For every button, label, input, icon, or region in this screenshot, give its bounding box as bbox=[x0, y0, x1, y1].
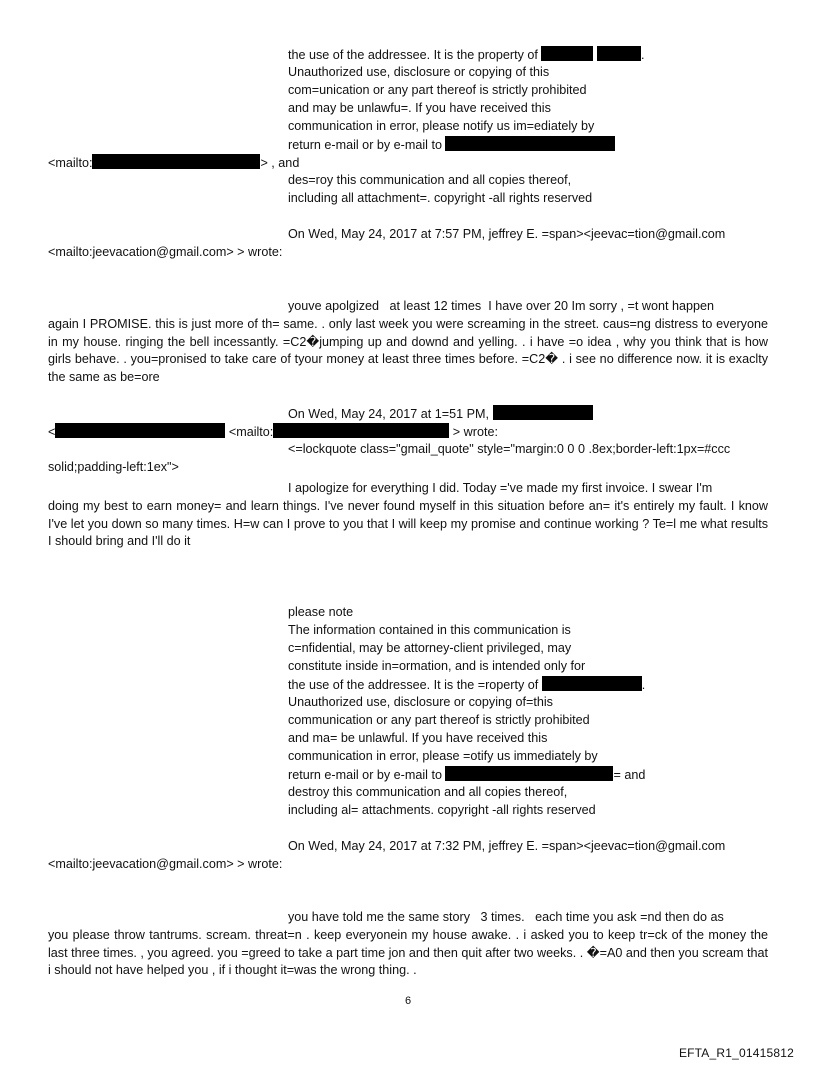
email-header-line: On Wed, May 24, 2017 at 7:32 PM, jeffrey E. =span><jeevac=tion@gmail.com bbox=[288, 839, 726, 853]
notice-line: constitute inside in=ormation, and is intended only for bbox=[288, 659, 586, 673]
notice-line: communication or any part thereof is strictly prohibited bbox=[288, 713, 590, 727]
notice-line: c=nfidential, may be attorney-client privileged, may bbox=[288, 641, 572, 655]
notice-line: return e-mail or by e-mail to bbox=[288, 136, 615, 155]
notice-line: The information contained in this communication is bbox=[288, 623, 571, 637]
email-header-line: <=lockquote class="gmail_quote" style="margin:0 0 0 .8ex;border-left:1px=#ccc bbox=[288, 442, 731, 456]
notice-line: com=unication or any part thereof is strictly prohibited bbox=[288, 83, 587, 97]
notice-line: the use of the addressee. It is the property of . bbox=[288, 48, 645, 62]
redaction bbox=[542, 676, 642, 691]
notice-line: return e-mail or by e-mail to = and bbox=[288, 768, 646, 782]
redaction bbox=[273, 423, 449, 438]
notice-line: communication in error, please =otify us immediately by bbox=[288, 749, 598, 763]
notice-line: des=roy this communication and all copies thereof, bbox=[288, 173, 572, 187]
message-first-line: I apologize for everything I did. Today ='ve made my first invoice. I swear I'm bbox=[288, 481, 713, 495]
email-header-line: <mailto:jeevacation@gmail.com> > wrote: bbox=[48, 245, 283, 259]
message-body: again I PROMISE. this is just more of th= same. . only last week you were screaming in the street. caus=ng distress to everyone in my house. ringing the bell incessantly. =C2�jumping up and downd and yelling. . i have =o idea , why you think that is how girls behave. . you=pronised to take care of tyour money at least three times before. =C2� . i see no difference now. it is exaclty the same as be=ore bbox=[48, 317, 768, 384]
notice-line: and ma= be unlawful. If you have received this bbox=[288, 731, 548, 745]
notice-line: including all attachment=. copyright -all rights reserved bbox=[288, 191, 593, 205]
redaction bbox=[541, 46, 593, 61]
notice-line: communication in error, please notify us im=ediately by bbox=[288, 119, 595, 133]
redaction bbox=[92, 154, 260, 169]
bates-number: EFTA_R1_01415812 bbox=[678, 1046, 794, 1060]
message-body: doing my best to earn money= and learn things. I've never found myself in this situation before an= it's entirely my fault. I know I've let you down so many times. H=w can I prove to you that I will keep my promise and continue working ? Te=l me what results I should bring and I'll do it bbox=[48, 499, 768, 549]
email-header-line: solid;padding-left:1ex"> bbox=[48, 460, 179, 474]
redaction bbox=[597, 46, 641, 61]
notice-line: and may be unlawfu=. If you have received this bbox=[288, 101, 551, 115]
notice-line: including al= attachments. copyright -all rights reserved bbox=[288, 803, 596, 817]
email-header-line: On Wed, May 24, 2017 at 1=51 PM, bbox=[288, 405, 593, 424]
message-body: you please throw tantrums. scream. threat=n . keep everyonein my house awake. . i asked you to keep tr=ck of the money the last three times. , you agreed. you =greed to take a part time jon and then quit after two weeks. . �=A0 and then you scream that i should not have helped you , if i thought it=was the wrong thing. . bbox=[48, 928, 768, 978]
notice-line: Unauthorized use, disclosure or copying of=this bbox=[288, 695, 553, 709]
redaction bbox=[445, 136, 615, 151]
redaction bbox=[445, 766, 613, 781]
email-header-line: On Wed, May 24, 2017 at 7:57 PM, jeffrey E. =span><jeevac=tion@gmail.com bbox=[288, 227, 726, 241]
email-header-line: <mailto:jeevacation@gmail.com> > wrote: bbox=[48, 857, 283, 871]
notice-line: Unauthorized use, disclosure or copying of this bbox=[288, 65, 550, 79]
notice-line: please note bbox=[288, 605, 354, 619]
redaction bbox=[493, 405, 593, 420]
message-first-line: youve apolgized at least 12 times I have over 20 Im sorry , =t wont happen bbox=[288, 299, 714, 313]
notice-line: destroy this communication and all copies thereof, bbox=[288, 785, 568, 799]
email-header-line: < <mailto: > wrote: bbox=[48, 425, 498, 439]
redaction bbox=[55, 423, 225, 438]
page-number: 6 bbox=[404, 995, 412, 1007]
mailto-line: <mailto: > , and bbox=[48, 156, 300, 170]
message-first-line: you have told me the same story 3 times. each time you ask =nd then do as bbox=[288, 910, 724, 924]
notice-line: the use of the addressee. It is the =roperty of . bbox=[288, 678, 646, 692]
